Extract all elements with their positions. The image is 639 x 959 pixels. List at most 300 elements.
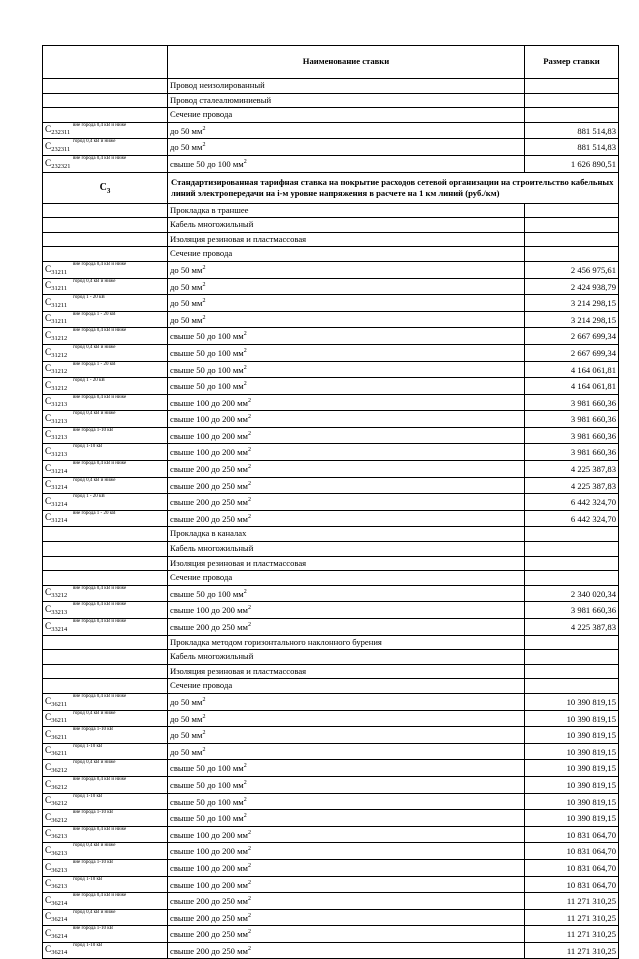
empty-value-cell [525, 556, 619, 571]
rate-code-index-main: 3621 [51, 750, 64, 758]
rate-code [45, 879, 67, 892]
rate-value-cell: 3 981 660,36 [525, 411, 619, 428]
empty-code-cell [43, 79, 168, 94]
rate-code-index-main: 3621 [51, 849, 65, 857]
rate-code [45, 588, 67, 601]
rate-value-cell: 881 514,83 [525, 139, 619, 156]
rate-code [45, 364, 67, 377]
rate-code-note: город 0,4 кВ и ниже [73, 477, 116, 483]
empty-code-cell [43, 650, 168, 665]
rate-code-cell [43, 693, 168, 710]
section-heading: Кабель многожильный [168, 650, 525, 665]
rate-code-note: город 0,4 кВ и ниже [73, 411, 116, 417]
cross-section-cell [168, 826, 525, 843]
table-row [43, 494, 619, 511]
rate-code-cell [43, 461, 168, 478]
rate-code-index-suffix: 2 [64, 368, 68, 376]
rate-code-index [51, 867, 67, 874]
rate-code-index-main: 3121 [51, 467, 65, 475]
section-heading-row [43, 571, 619, 586]
empty-code-cell [43, 664, 168, 679]
rate-code-cell [43, 378, 168, 395]
rate-code [45, 125, 70, 138]
rate-code-index-suffix: 1 [67, 145, 71, 153]
rate-code [45, 464, 67, 477]
section-heading: Кабель многожильный [168, 218, 525, 233]
rate-code-letter: С [45, 264, 52, 275]
rate-code-note: вне города 0,4 кВ и ниже [73, 826, 127, 832]
rate-value-cell: 10 831 064,70 [525, 843, 619, 860]
cross-section-text: свыше 50 до 100 мм [170, 364, 244, 375]
rate-code-note: вне города 0,4 кВ и ниже [73, 461, 127, 467]
rate-code-note: вне города 1-10 кВ [73, 727, 113, 733]
unit-exponent: 2 [248, 480, 251, 487]
cross-section-cell [168, 727, 525, 744]
rate-code-cell [43, 710, 168, 727]
empty-code-cell [43, 108, 168, 123]
cross-section-cell [168, 510, 525, 527]
rate-code-index-suffix: 1 [67, 162, 71, 170]
cross-section-cell [168, 926, 525, 943]
section-heading-row [43, 79, 619, 94]
table-row [43, 776, 619, 793]
unit-exponent: 2 [248, 879, 251, 886]
section-heading-row [43, 527, 619, 542]
unit-exponent: 2 [202, 713, 206, 720]
section-heading: Прокладка в каналах [168, 527, 525, 542]
rate-code-cell [43, 602, 168, 619]
rate-code-cell [43, 859, 168, 876]
rate-code-letter: С [45, 413, 52, 424]
rate-code-index [51, 352, 67, 359]
cross-section-text: свыше 200 до 250 мм [170, 513, 248, 524]
rate-code [45, 430, 67, 443]
rate-code-index [51, 434, 67, 441]
rate-code-letter: С [45, 696, 52, 707]
table-row [43, 122, 619, 139]
rate-code-cell [43, 328, 168, 345]
section-heading-row [43, 542, 619, 557]
section-heading-row [43, 203, 619, 218]
table-row [43, 328, 619, 345]
rate-code-index [51, 401, 67, 408]
table-row [43, 760, 619, 777]
rate-code-index [51, 468, 67, 475]
rate-code-index-suffix: 4 [64, 625, 68, 633]
rate-code-note: вне города 1-10 кВ [73, 926, 113, 932]
rate-code-index-suffix: 4 [64, 500, 68, 508]
rate-code [45, 314, 67, 327]
rate-code-letter: С [45, 330, 52, 341]
rate-code-letter: С [45, 397, 52, 408]
rate-code [45, 896, 67, 909]
rate-code-index-suffix: 4 [64, 916, 68, 924]
rate-code-note: вне города 1 - 20 кВ [73, 311, 116, 317]
unit-exponent: 2 [243, 381, 247, 388]
empty-value-cell [525, 650, 619, 665]
cross-section-cell [168, 760, 525, 777]
rate-value-cell: 4 225 387,83 [525, 477, 619, 494]
section-heading-row [43, 108, 619, 123]
rate-code-index-suffix: 2 [64, 783, 68, 791]
section-heading-row [43, 93, 619, 108]
cross-section-text: свыше 50 до 100 мм [170, 813, 244, 824]
rate-code-index [51, 734, 67, 741]
rate-value-cell: 10 390 819,15 [525, 776, 619, 793]
rate-value-cell: 2 456 975,61 [525, 261, 619, 278]
unit-exponent: 2 [202, 730, 206, 737]
cross-section-cell [168, 494, 525, 511]
rate-code-index-suffix: 3 [64, 849, 68, 857]
cross-section-text: до 50 мм [170, 125, 203, 136]
rate-code-letter: С [45, 430, 52, 441]
rate-code-index-main: 3121 [51, 368, 65, 376]
rate-code-index-main: 3121 [51, 417, 65, 425]
rate-code-letter: С [45, 729, 52, 740]
cross-section-text: свыше 50 до 100 мм [170, 347, 244, 358]
rate-code-index-suffix: 3 [64, 401, 68, 409]
cross-section-text: до 50 мм [170, 142, 203, 153]
rate-value-cell: 10 390 819,15 [525, 810, 619, 827]
table-row [43, 909, 619, 926]
cross-section-cell [168, 810, 525, 827]
rate-code-index-main: 23231 [51, 129, 68, 137]
unit-exponent: 2 [202, 298, 206, 305]
cross-section-cell [168, 278, 525, 295]
rate-code-index-main: 3321 [51, 609, 65, 616]
table-row [43, 859, 619, 876]
rate-code [45, 697, 67, 710]
cross-section-text: свыше 50 до 100 мм [170, 796, 244, 807]
empty-value-cell [525, 679, 619, 694]
rate-code [45, 746, 67, 759]
rate-code-index-suffix: 3 [64, 883, 68, 891]
unit-exponent: 2 [248, 929, 251, 936]
rate-code-note: вне города 0,4 кВ и ниже [73, 893, 127, 899]
cross-section-text: свыше 100 до 200 мм [170, 846, 248, 857]
rate-code-cell [43, 743, 168, 760]
rate-code-index-suffix: 1 [63, 318, 68, 326]
rate-code-index-suffix: 3 [64, 434, 68, 442]
tariff-rate-table [42, 45, 619, 959]
rate-value-cell: 3 981 660,36 [525, 394, 619, 411]
rate-code-index-suffix: 1 [63, 301, 68, 309]
rate-code-note: город 0,4 кВ и ниже [73, 710, 116, 716]
table-row [43, 510, 619, 527]
empty-value-cell [525, 108, 619, 123]
empty-value-cell [525, 247, 619, 262]
rate-code-index [51, 933, 67, 940]
rate-code-cell [43, 942, 168, 959]
table-row [43, 843, 619, 860]
rate-code-index [51, 517, 67, 524]
rate-value-cell: 10 831 064,70 [525, 826, 619, 843]
table-row [43, 876, 619, 893]
unit-exponent: 2 [243, 364, 247, 371]
section-heading-row [43, 650, 619, 665]
rate-code-cell [43, 394, 168, 411]
cross-section-cell [168, 261, 525, 278]
cross-section-cell [168, 693, 525, 710]
rate-code [45, 846, 67, 859]
rate-code-index-suffix: 4 [64, 899, 68, 907]
unit-exponent: 2 [248, 397, 251, 404]
rate-value-cell: 3 981 660,36 [525, 602, 619, 619]
section-heading-row [43, 218, 619, 233]
rate-code-index-main: 3621 [51, 932, 65, 940]
section-heading: Сечение провода [168, 571, 525, 586]
rate-code-note: город 1 - 20 кВ [73, 494, 105, 500]
rate-code-note: город 1-10 кВ [73, 793, 103, 799]
rate-code-index [51, 285, 67, 292]
rate-code-cell [43, 843, 168, 860]
cross-section-cell [168, 942, 525, 959]
rate-value-cell: 881 514,83 [525, 122, 619, 139]
rate-code [45, 397, 67, 410]
rate-code-note: вне города 1-10 кВ [73, 810, 113, 816]
rate-value-cell: 10 390 819,15 [525, 760, 619, 777]
rate-code-index [51, 900, 67, 907]
rate-code-letter: С [45, 141, 52, 152]
rate-value-cell: 2 667 699,34 [525, 328, 619, 345]
table-row [43, 278, 619, 295]
rate-code-cell [43, 776, 168, 793]
cross-section-cell [168, 776, 525, 793]
rate-value-cell: 10 390 819,15 [525, 727, 619, 744]
rate-code-cell [43, 261, 168, 278]
rate-code-index [51, 750, 67, 757]
rate-code-index [51, 302, 67, 309]
cross-section-cell [168, 461, 525, 478]
cross-section-text: свыше 50 до 100 мм [170, 779, 244, 790]
rate-code [45, 142, 70, 155]
cross-section-text: свыше 100 до 200 мм [170, 829, 248, 840]
rate-code-index-main: 3121 [51, 318, 64, 326]
group-title: Стандартизированная тарифная ставка на покрытие расходов сетевой организации на строительство кабельных линий электропередачи на i-м уровне напряжения в расчете на 1 км линий (руб./км) [168, 172, 619, 203]
cross-section-text: до 50 мм [170, 264, 203, 275]
cross-section-text: свыше 50 до 100 мм [170, 331, 244, 342]
rate-code-index-main: 3121 [51, 334, 65, 342]
rate-code-cell [43, 344, 168, 361]
cross-section-text: свыше 100 до 200 мм [170, 605, 248, 616]
rate-code-index-suffix: 1 [63, 285, 68, 293]
rate-code [45, 929, 67, 942]
unit-exponent: 2 [248, 912, 251, 919]
rate-code [45, 813, 67, 826]
rate-value-cell: 2 424 938,79 [525, 278, 619, 295]
rate-code-cell [43, 122, 168, 139]
rate-code-index [51, 501, 67, 508]
table-row [43, 378, 619, 395]
rate-code-index-suffix: 2 [64, 766, 68, 774]
cross-section-text: свыше 50 до 100 мм [170, 588, 244, 599]
cross-section-cell [168, 619, 525, 636]
group-code [43, 181, 167, 199]
rate-code-index [51, 609, 67, 616]
rate-code [45, 480, 67, 493]
rate-code-index-main: 3621 [51, 916, 65, 924]
rate-code-cell [43, 893, 168, 910]
rate-code-index [51, 484, 67, 491]
section-heading: Кабель многожильный [168, 542, 525, 557]
table-row [43, 295, 619, 312]
rate-code-letter: С [45, 762, 52, 773]
empty-code-cell [43, 218, 168, 233]
rate-code-index-suffix: 2 [64, 334, 68, 342]
rate-code-index-main: 3121 [51, 285, 64, 293]
rate-code-cell [43, 826, 168, 843]
unit-exponent: 2 [243, 796, 247, 803]
rate-code-index [51, 129, 70, 136]
rate-code-note: вне города 0,4 кВ и ниже [73, 394, 127, 400]
unit-exponent: 2 [243, 813, 247, 820]
rate-value-cell: 4 164 061,81 [525, 378, 619, 395]
table-header-row [43, 46, 619, 79]
rate-code-note: город 0,4 кВ и ниже [73, 909, 116, 915]
rate-code-note: город 1-10 кВ [73, 743, 103, 749]
rate-code-letter: С [45, 447, 52, 458]
cross-section-text: до 50 мм [170, 314, 203, 325]
cross-section-text: свыше 100 до 200 мм [170, 414, 248, 425]
cross-section-text: до 50 мм [170, 746, 203, 757]
table-row [43, 461, 619, 478]
rate-code-index [51, 701, 67, 708]
rate-code-index-main: 23231 [51, 145, 68, 153]
rate-value-cell: 4 225 387,83 [525, 461, 619, 478]
section-heading-row [43, 556, 619, 571]
table-row [43, 477, 619, 494]
rate-code-index-suffix: 2 [64, 592, 68, 600]
rate-code-note: город 1 - 20 кВ [73, 295, 105, 301]
rate-code-cell [43, 477, 168, 494]
unit-exponent: 2 [243, 158, 247, 165]
unit-exponent: 2 [202, 264, 206, 271]
rate-code-cell [43, 494, 168, 511]
rate-code-letter: С [45, 621, 52, 632]
rate-code-cell [43, 619, 168, 636]
rate-code [45, 912, 67, 925]
cross-section-cell [168, 155, 525, 172]
rate-code [45, 265, 67, 278]
rate-code-index [51, 717, 67, 724]
table-row [43, 727, 619, 744]
rate-code-index-main: 3321 [51, 592, 65, 600]
rate-code [45, 730, 67, 743]
rate-code-note: город 1-10 кВ [73, 942, 103, 948]
table-row [43, 155, 619, 172]
section-heading: Провод сталеалюминиевый [168, 93, 525, 108]
rate-code-index [51, 916, 67, 923]
rate-code-index-main: 3121 [51, 434, 65, 442]
empty-code-cell [43, 203, 168, 218]
rate-code-index-main: 3121 [51, 517, 65, 525]
cross-section-text: свыше 50 до 100 мм [170, 381, 244, 392]
empty-value-cell [525, 93, 619, 108]
rate-code-note: город 0,4 кВ и ниже [73, 843, 116, 849]
cross-section-cell [168, 361, 525, 378]
group-code-cell [43, 172, 168, 203]
cross-section-cell [168, 378, 525, 395]
unit-exponent: 2 [248, 896, 251, 903]
table-row [43, 602, 619, 619]
cross-section-cell [168, 909, 525, 926]
rate-code-index-suffix: 4 [64, 484, 68, 492]
rate-code-cell [43, 810, 168, 827]
table-row [43, 585, 619, 602]
empty-value-cell [525, 664, 619, 679]
rate-code-index [51, 368, 67, 375]
rate-code-index-suffix: 2 [64, 816, 68, 824]
rate-code-index-suffix: 1 [63, 733, 68, 741]
header-code-cell [43, 46, 168, 79]
empty-value-cell [525, 527, 619, 542]
rate-code-note: город 1-10 кВ [73, 876, 103, 882]
rate-code-index-suffix: 4 [64, 517, 68, 525]
rate-value-cell: 10 390 819,15 [525, 793, 619, 810]
cross-section-cell [168, 893, 525, 910]
unit-exponent: 2 [248, 414, 251, 421]
rate-code-cell [43, 427, 168, 444]
rate-code-index-main: 3121 [51, 301, 64, 309]
section-heading: Провод неизолированный [168, 79, 525, 94]
rate-code-index [51, 883, 67, 890]
rate-code-index [51, 817, 67, 824]
rate-value-cell: 4 164 061,81 [525, 361, 619, 378]
cross-section-cell [168, 843, 525, 860]
rate-code-letter: С [45, 912, 52, 923]
section-heading: Изоляция резиновая и пластмассовая [168, 232, 525, 247]
rate-code-index-suffix: 3 [64, 417, 68, 425]
rate-code-index [51, 767, 67, 774]
rate-code-index-main: 3121 [51, 500, 65, 508]
rate-code-note: вне города 1 - 20 кВ [73, 361, 116, 367]
rate-code-cell [43, 510, 168, 527]
empty-value-cell [525, 203, 619, 218]
empty-code-cell [43, 93, 168, 108]
rate-value-cell: 11 271 310,25 [525, 926, 619, 943]
cross-section-text: свыше 100 до 200 мм [170, 397, 248, 408]
empty-code-cell [43, 232, 168, 247]
rate-code-note: вне города 1-10 кВ [73, 859, 113, 865]
table-row [43, 261, 619, 278]
unit-exponent: 2 [248, 846, 251, 853]
rate-code-index-suffix: 3 [64, 451, 68, 459]
rate-code-letter: С [45, 895, 52, 906]
rate-code-note: вне города 0,4 кВ и ниже [73, 602, 127, 608]
unit-exponent: 2 [243, 763, 247, 770]
rate-code-letter: С [45, 928, 52, 939]
empty-value-cell [525, 542, 619, 557]
group-code-letter: С [99, 181, 107, 193]
rate-code-note: город 0,4 кВ и ниже [73, 760, 116, 766]
table-row [43, 619, 619, 636]
rate-code [45, 497, 67, 510]
unit-exponent: 2 [248, 430, 251, 437]
rate-value-cell: 3 214 298,15 [525, 311, 619, 328]
cross-section-text: свыше 200 до 250 мм [170, 929, 248, 940]
rate-code-letter: С [45, 845, 52, 856]
empty-code-cell [43, 556, 168, 571]
rate-code-index-main: 3621 [51, 883, 65, 891]
rate-code-index [51, 784, 67, 791]
rate-code-cell [43, 909, 168, 926]
table-row [43, 427, 619, 444]
unit-exponent: 2 [248, 829, 251, 836]
rate-code-cell [43, 793, 168, 810]
rate-code-note: вне города 1 - 20 кВ [73, 510, 116, 516]
empty-code-cell [43, 679, 168, 694]
cross-section-cell [168, 427, 525, 444]
